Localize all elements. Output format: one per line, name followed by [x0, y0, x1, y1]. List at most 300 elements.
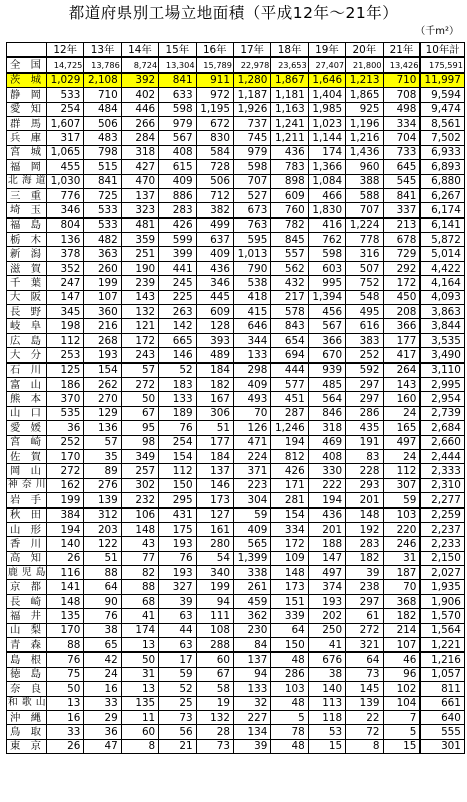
prefecture-row: [7, 537, 465, 551]
area-value-cell: 415: [233, 305, 270, 319]
area-value-cell: 82: [121, 566, 158, 580]
area-value-cell: 48: [271, 652, 308, 667]
area-value-cell: 150: [271, 638, 308, 653]
area-value-cell: 174: [308, 145, 345, 159]
area-value-cell: 499: [196, 218, 233, 233]
ten-year-total-cell: 6,267: [420, 188, 464, 202]
area-value-cell: 201: [308, 522, 345, 536]
area-value-cell: 979: [159, 116, 196, 130]
area-value-cell: 297: [346, 594, 383, 608]
ten-year-total-cell: 3,535: [420, 333, 464, 347]
area-value-cell: 177: [196, 435, 233, 449]
area-value-cell: 14,725: [47, 57, 84, 72]
prefecture-row: [7, 319, 465, 333]
area-value-cell: 239: [121, 276, 158, 290]
area-value-cell: 162: [47, 478, 84, 492]
area-value-cell: 56: [159, 725, 196, 739]
area-value-cell: 15,789: [196, 57, 233, 72]
area-value-cell: 214: [383, 623, 420, 637]
area-value-cell: 36: [47, 421, 84, 435]
prefecture-row: [7, 464, 465, 478]
area-value-cell: 1,404: [308, 88, 345, 102]
area-value-cell: 194: [308, 493, 345, 508]
area-value-cell: 72: [346, 725, 383, 739]
prefecture-name: 岡山: [7, 464, 47, 478]
area-value-cell: 171: [271, 478, 308, 492]
area-value-cell: 286: [346, 406, 383, 420]
area-value-cell: 31: [383, 551, 420, 565]
ten-year-total-cell: 7,502: [420, 131, 464, 145]
area-value-cell: 338: [233, 566, 270, 580]
area-value-cell: 330: [308, 464, 345, 478]
area-value-cell: 13: [121, 638, 158, 653]
area-value-cell: 673: [233, 203, 270, 218]
area-value-cell: 47: [84, 739, 121, 753]
prefecture-name: 富山: [7, 377, 47, 391]
area-value-cell: 459: [233, 594, 270, 608]
column-header: 17年: [233, 43, 270, 58]
area-value-cell: 141: [47, 580, 84, 594]
prefecture-name: 広島: [7, 333, 47, 347]
area-value-cell: 76: [47, 652, 84, 667]
prefecture-row: [7, 638, 465, 653]
area-value-cell: 5: [383, 725, 420, 739]
ten-year-total-cell: 2,310: [420, 478, 464, 492]
ten-year-total-cell: 4,093: [420, 290, 464, 304]
area-value-cell: 302: [121, 478, 158, 492]
area-value-cell: 426: [271, 464, 308, 478]
area-value-cell: 763: [233, 218, 270, 233]
area-value-cell: 213: [383, 218, 420, 233]
prefecture-row: [7, 261, 465, 275]
ten-year-total-cell: 3,863: [420, 305, 464, 319]
prefecture-name: 福岡: [7, 160, 47, 174]
area-value-cell: 495: [346, 305, 383, 319]
area-value-cell: 60: [196, 652, 233, 667]
area-value-cell: 172: [121, 333, 158, 347]
area-value-cell: 161: [196, 522, 233, 536]
prefecture-name: 山形: [7, 522, 47, 536]
area-value-cell: 193: [308, 594, 345, 608]
area-value-cell: 368: [383, 594, 420, 608]
area-value-cell: 186: [47, 377, 84, 391]
area-value-cell: 135: [47, 609, 84, 623]
area-value-cell: 426: [159, 218, 196, 233]
area-value-cell: 187: [383, 566, 420, 580]
prefecture-name: 滋賀: [7, 261, 47, 275]
area-value-cell: 22,978: [233, 57, 270, 72]
column-header: 12年: [47, 43, 84, 58]
area-value-cell: 283: [346, 537, 383, 551]
area-value-cell: 603: [308, 261, 345, 275]
area-value-cell: 707: [233, 174, 270, 188]
area-value-cell: 752: [346, 276, 383, 290]
area-value-cell: 538: [233, 276, 270, 290]
ten-year-total-cell: 1,906: [420, 594, 464, 608]
prefecture-name: 石川: [7, 363, 47, 378]
prefecture-row: [7, 594, 465, 608]
area-value-cell: 57: [121, 363, 158, 378]
area-value-cell: 776: [47, 188, 84, 202]
area-value-cell: 497: [308, 566, 345, 580]
area-value-cell: 194: [47, 522, 84, 536]
area-value-cell: 262: [84, 377, 121, 391]
area-value-cell: 111: [196, 609, 233, 623]
area-value-cell: 1,280: [233, 73, 270, 88]
area-value-cell: 59: [233, 508, 270, 523]
area-value-cell: 203: [84, 522, 121, 536]
area-value-cell: 175: [159, 522, 196, 536]
area-value-cell: 710: [383, 73, 420, 88]
area-value-cell: 609: [271, 188, 308, 202]
area-value-cell: 402: [121, 88, 158, 102]
area-value-cell: 995: [308, 276, 345, 290]
area-value-cell: 50: [121, 392, 158, 406]
area-value-cell: 451: [271, 392, 308, 406]
area-value-cell: 76: [84, 609, 121, 623]
area-value-cell: 1,084: [308, 174, 345, 188]
prefecture-name: 兵庫: [7, 131, 47, 145]
area-value-cell: 1,646: [308, 73, 345, 88]
area-value-cell: 252: [47, 435, 84, 449]
area-value-cell: 371: [233, 464, 270, 478]
ten-year-total-cell: 5,872: [420, 233, 464, 247]
area-value-cell: 104: [383, 696, 420, 710]
area-value-cell: 63: [159, 638, 196, 653]
ten-year-total-cell: 1,216: [420, 652, 464, 667]
area-value-cell: 232: [121, 493, 158, 508]
area-value-cell: 979: [233, 145, 270, 159]
area-value-cell: 798: [84, 145, 121, 159]
area-value-cell: 78: [271, 725, 308, 739]
area-value-cell: 790: [233, 261, 270, 275]
area-value-cell: 270: [84, 392, 121, 406]
area-value-cell: 515: [84, 160, 121, 174]
area-value-cell: 366: [383, 319, 420, 333]
area-value-cell: 31: [121, 667, 158, 681]
area-value-cell: 173: [271, 580, 308, 594]
area-value-cell: 189: [159, 406, 196, 420]
prefecture-row: [7, 406, 465, 420]
area-value-cell: 645: [383, 160, 420, 174]
ten-year-total-cell: 3,844: [420, 319, 464, 333]
area-value-cell: 708: [383, 88, 420, 102]
area-value-cell: 160: [383, 392, 420, 406]
area-value-cell: 1,181: [271, 88, 308, 102]
area-value-cell: 11: [121, 710, 158, 724]
area-value-cell: 737: [233, 116, 270, 130]
area-value-cell: 98: [121, 435, 158, 449]
area-value-cell: 39: [346, 566, 383, 580]
ten-year-total-cell: 2,660: [420, 435, 464, 449]
ten-year-total-cell: 2,259: [420, 508, 464, 523]
area-value-cell: 133: [233, 682, 270, 696]
area-value-cell: 88: [47, 638, 84, 653]
area-value-cell: 126: [233, 421, 270, 435]
ten-year-total-cell: 2,739: [420, 406, 464, 420]
prefecture-row: [7, 623, 465, 637]
area-value-cell: 1,241: [271, 116, 308, 130]
area-value-cell: 38: [84, 623, 121, 637]
area-value-cell: 22: [346, 710, 383, 724]
area-value-cell: 506: [84, 116, 121, 130]
prefecture-name: 岩手: [7, 493, 47, 508]
area-value-cell: 177: [383, 333, 420, 347]
area-value-cell: 306: [196, 406, 233, 420]
area-value-cell: 57: [84, 435, 121, 449]
area-value-cell: 142: [159, 319, 196, 333]
area-value-cell: 139: [84, 493, 121, 508]
area-value-cell: 198: [47, 319, 84, 333]
area-value-cell: 283: [159, 203, 196, 218]
area-value-cell: 90: [84, 594, 121, 608]
area-value-cell: 911: [196, 73, 233, 88]
area-value-cell: 253: [47, 348, 84, 363]
area-value-cell: 76: [159, 551, 196, 565]
area-value-cell: 73: [346, 667, 383, 681]
prefecture-row: [7, 667, 465, 681]
area-value-cell: 64: [84, 580, 121, 594]
area-value-cell: 646: [233, 319, 270, 333]
area-value-cell: 483: [84, 131, 121, 145]
area-value-cell: 16: [47, 710, 84, 724]
area-value-cell: 431: [159, 508, 196, 523]
prefecture-row: [7, 377, 465, 391]
area-value-cell: 349: [121, 449, 158, 463]
area-value-cell: 13: [47, 696, 84, 710]
area-value-cell: 450: [383, 290, 420, 304]
area-value-cell: 8,724: [121, 57, 158, 72]
area-value-cell: 436: [196, 261, 233, 275]
area-value-cell: 193: [84, 348, 121, 363]
area-value-cell: 268: [84, 333, 121, 347]
area-value-cell: 484: [84, 102, 121, 116]
area-value-cell: 276: [84, 478, 121, 492]
area-value-cell: 64: [271, 623, 308, 637]
area-value-cell: 133: [159, 392, 196, 406]
ten-year-total-cell: 4,164: [420, 276, 464, 290]
page-title: 都道府県別工場立地面積（平成12年～21年）: [68, 4, 399, 22]
area-value-cell: 455: [47, 160, 84, 174]
area-value-cell: 370: [47, 392, 84, 406]
area-value-cell: 393: [196, 333, 233, 347]
area-value-cell: 272: [346, 623, 383, 637]
area-value-cell: 441: [159, 261, 196, 275]
area-value-cell: 567: [308, 319, 345, 333]
area-value-cell: 182: [346, 551, 383, 565]
area-value-cell: 252: [346, 348, 383, 363]
area-value-cell: 588: [346, 188, 383, 202]
area-value-cell: 334: [271, 522, 308, 536]
area-value-cell: 782: [271, 218, 308, 233]
area-value-cell: 154: [84, 363, 121, 378]
area-value-cell: 812: [271, 449, 308, 463]
factory-land-area-table: [6, 42, 465, 754]
area-value-cell: 615: [159, 160, 196, 174]
area-value-cell: 28: [196, 725, 233, 739]
area-value-cell: 725: [84, 188, 121, 202]
area-value-cell: 298: [233, 363, 270, 378]
area-value-cell: 182: [196, 377, 233, 391]
area-value-cell: 228: [346, 464, 383, 478]
area-value-cell: 220: [383, 522, 420, 536]
prefecture-row: [7, 174, 465, 188]
area-value-cell: 147: [308, 551, 345, 565]
area-value-cell: 527: [233, 188, 270, 202]
area-value-cell: 595: [233, 233, 270, 247]
area-value-cell: 13,786: [84, 57, 121, 72]
area-value-cell: 1,607: [47, 116, 84, 130]
ten-year-total-cell: 2,233: [420, 537, 464, 551]
area-value-cell: 172: [271, 537, 308, 551]
prefecture-row: [7, 88, 465, 102]
area-value-cell: 129: [84, 406, 121, 420]
area-value-cell: 1,926: [233, 102, 270, 116]
area-value-cell: 712: [196, 188, 233, 202]
area-value-cell: 436: [308, 508, 345, 523]
area-value-cell: 41: [121, 609, 158, 623]
area-value-cell: 925: [346, 102, 383, 116]
area-value-cell: 151: [271, 594, 308, 608]
area-value-cell: 1,366: [308, 160, 345, 174]
area-value-cell: 193: [159, 537, 196, 551]
area-value-cell: 26: [47, 551, 84, 565]
ten-year-total-cell: 301: [420, 739, 464, 753]
area-value-cell: 32: [233, 696, 270, 710]
prefecture-name: 福島: [7, 218, 47, 233]
area-value-cell: 281: [271, 493, 308, 508]
prefecture-name: 愛知: [7, 102, 47, 116]
prefecture-name: 静岡: [7, 88, 47, 102]
ten-year-total-cell: 2,333: [420, 464, 464, 478]
area-value-cell: 337: [383, 203, 420, 218]
area-value-cell: 360: [84, 305, 121, 319]
area-value-cell: 1,023: [308, 116, 345, 130]
prefecture-name: 大分: [7, 348, 47, 363]
area-value-cell: 143: [383, 377, 420, 391]
header-corner: [7, 43, 47, 58]
area-value-cell: 346: [47, 203, 84, 218]
area-value-cell: 598: [159, 102, 196, 116]
area-value-cell: 383: [346, 333, 383, 347]
area-value-cell: 89: [84, 464, 121, 478]
area-value-cell: 113: [308, 696, 345, 710]
area-value-cell: 960: [346, 160, 383, 174]
area-value-cell: 50: [47, 682, 84, 696]
prefecture-name: 山梨: [7, 623, 47, 637]
prefecture-name: 北海道: [7, 174, 47, 188]
area-value-cell: 125: [47, 363, 84, 378]
area-value-cell: 193: [159, 566, 196, 580]
area-value-cell: 633: [159, 88, 196, 102]
area-value-cell: 846: [308, 406, 345, 420]
area-value-cell: 188: [308, 537, 345, 551]
area-value-cell: 409: [159, 174, 196, 188]
area-value-cell: 73: [196, 739, 233, 753]
area-value-cell: 533: [84, 218, 121, 233]
area-value-cell: 133: [233, 348, 270, 363]
area-value-cell: 21,800: [346, 57, 383, 72]
prefecture-row: [7, 131, 465, 145]
prefecture-row: [7, 276, 465, 290]
area-value-cell: 5: [271, 710, 308, 724]
area-value-cell: 366: [308, 333, 345, 347]
prefecture-name: 秋田: [7, 508, 47, 523]
area-value-cell: 33: [47, 725, 84, 739]
area-value-cell: 127: [196, 508, 233, 523]
area-value-cell: 939: [308, 363, 345, 378]
ten-year-total-cell: 2,444: [420, 449, 464, 463]
area-value-cell: 288: [196, 638, 233, 653]
prefecture-row: [7, 233, 465, 247]
area-value-cell: 13,426: [383, 57, 420, 72]
area-value-cell: 427: [121, 160, 158, 174]
area-value-cell: 456: [308, 305, 345, 319]
area-value-cell: 107: [84, 290, 121, 304]
area-value-cell: 184: [196, 449, 233, 463]
prefecture-name: 茨城: [7, 73, 47, 88]
ten-year-total-cell: 9,474: [420, 102, 464, 116]
area-value-cell: 250: [308, 623, 345, 637]
area-value-cell: 59: [159, 667, 196, 681]
area-value-cell: 565: [233, 537, 270, 551]
area-value-cell: 8: [346, 739, 383, 753]
area-value-cell: 1,246: [271, 421, 308, 435]
area-value-cell: 121: [121, 319, 158, 333]
prefecture-name: 佐賀: [7, 449, 47, 463]
prefecture-row: [7, 392, 465, 406]
area-value-cell: 1,030: [47, 174, 84, 188]
ten-year-total-cell: 2,684: [420, 421, 464, 435]
area-value-cell: 564: [308, 392, 345, 406]
area-value-cell: 264: [383, 363, 420, 378]
area-value-cell: 1,394: [308, 290, 345, 304]
area-value-cell: 48: [271, 739, 308, 753]
area-value-cell: 272: [121, 377, 158, 391]
prefecture-row: [7, 710, 465, 724]
area-value-cell: 1,029: [47, 73, 84, 88]
area-value-cell: 23,653: [271, 57, 308, 72]
area-value-cell: 143: [121, 290, 158, 304]
prefecture-row: [7, 725, 465, 739]
area-value-cell: 95: [121, 421, 158, 435]
prefecture-name: 香川: [7, 537, 47, 551]
prefecture-row: [7, 102, 465, 116]
ten-year-total-cell: 175,591: [420, 57, 464, 72]
area-value-cell: 64: [346, 652, 383, 667]
ten-year-total-cell: 1,057: [420, 667, 464, 681]
area-value-cell: 609: [196, 305, 233, 319]
prefecture-name: 三重: [7, 188, 47, 202]
area-value-cell: 432: [271, 276, 308, 290]
prefecture-row: [7, 566, 465, 580]
prefecture-row: [7, 580, 465, 594]
area-value-cell: 493: [233, 392, 270, 406]
area-value-cell: 191: [346, 435, 383, 449]
area-value-cell: 898: [271, 174, 308, 188]
area-value-cell: 598: [308, 247, 345, 261]
area-value-cell: 362: [233, 609, 270, 623]
area-value-cell: 1,399: [233, 551, 270, 565]
area-value-cell: 60: [121, 725, 158, 739]
area-value-cell: 1,065: [47, 145, 84, 159]
area-value-cell: 208: [383, 305, 420, 319]
ten-year-total-cell: 640: [420, 710, 464, 724]
area-value-cell: 102: [383, 682, 420, 696]
area-value-cell: 533: [84, 203, 121, 218]
area-value-cell: 317: [47, 131, 84, 145]
area-value-cell: 392: [121, 73, 158, 88]
